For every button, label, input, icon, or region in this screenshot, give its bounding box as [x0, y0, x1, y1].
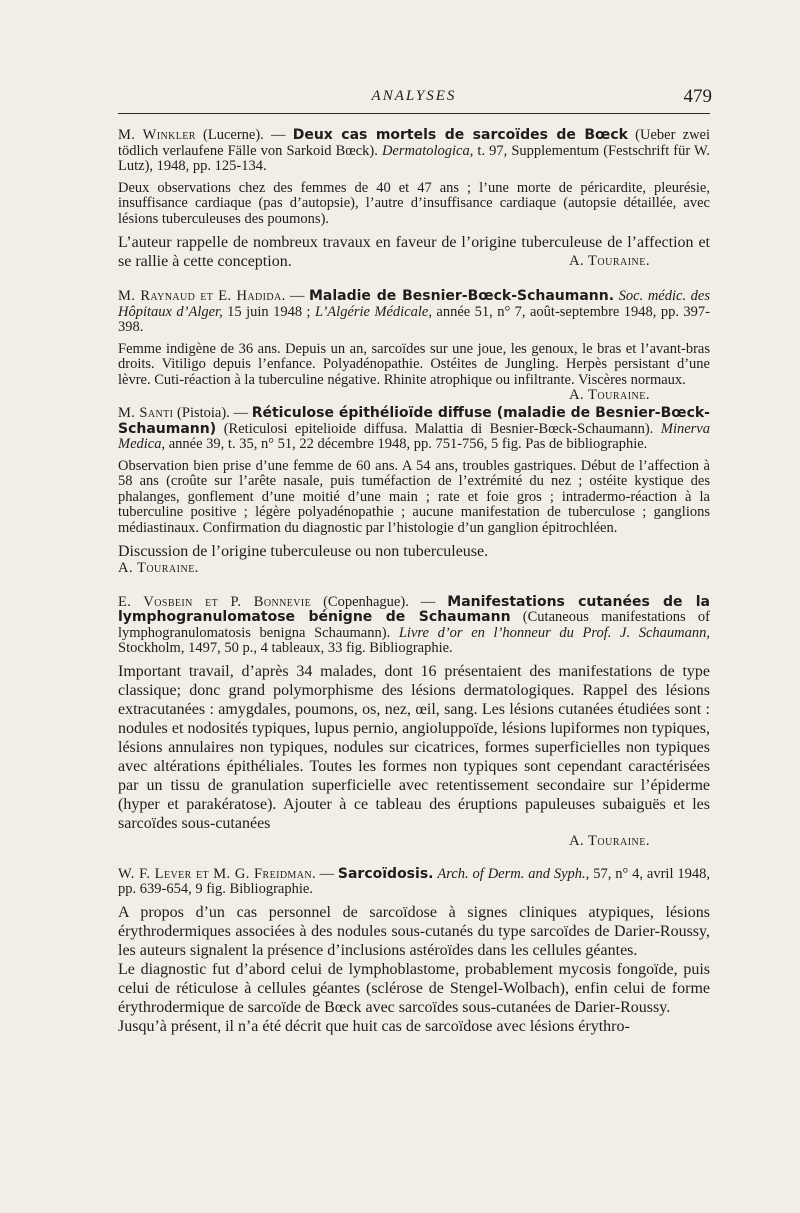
entry-reference: (Cutaneous manifestations of lymphogranulomatosis benigna Schaumann). [118, 609, 710, 641]
entry-authors: M. Raynaud et E. Hadida [118, 288, 282, 304]
entry-large-text [118, 903, 710, 1036]
entry-reference-tail: Stockholm, 1497, 50 p., 4 tableaux, 33 fig. Bibliographie. [118, 640, 453, 656]
entry-journal-secondary: L’Algérie Médicale, [314, 303, 432, 320]
entry-heading [118, 406, 710, 453]
entry-large-text [118, 233, 710, 271]
entry-affiliation: . — [281, 288, 309, 304]
entry-signature: A. Touraine. [569, 387, 650, 403]
entry-title: Deux cas mortels de sarcoïdes de Bœck [292, 127, 628, 143]
abstract-entry [118, 867, 710, 1036]
entry-paragraph: A propos d’un cas personnel de sarcoïdose à signes cliniques atypiques, lésions érythrodermiques associées à des nodules sous-cutanés du type sarcoïdes de Darier-Roussy, les auteurs signalent la présence d’inclusions astéroïdes dans les cellules géantes. [118, 903, 710, 959]
entry-paragraph: Discussion de l’origine tuberculeuse ou non tuberculeuse. [118, 543, 489, 560]
entry-authors: E. Vosbein et P. Bonnevie [118, 593, 312, 610]
entry-title: Sarcoïdosis. [337, 865, 434, 882]
entry-paragraph-text: Femme indigène de 36 ans. Depuis un an, sarcoïdes sur une joue, les genoux, le bras et l’avant-bras droits. Vitiligo depuis l’enfance. Polyadénopathie. Ostéites de Jungling. Herpès persistant d’une lèvre. Cuti-réaction à la tuberculine négative. Rhinite atrophique ou infiltrante. Viscères normaux. [118, 340, 710, 388]
entry-heading [118, 867, 710, 898]
entry-journal: Arch. of Derm. and Syph., [437, 865, 590, 882]
entry-authors: M. Santi [118, 405, 174, 421]
entry-journal: Minerva Medica, [118, 420, 710, 452]
entry-heading [118, 289, 710, 336]
running-title: ANALYSES [371, 88, 457, 104]
entry-reference-tail: année 39, t. 35, n° 51, 22 décembre 1948, pp. 751-756, 5 fig. Pas de bibliographie. [165, 436, 648, 452]
entry-reference: (Reticulosi epitelioide diffusa. Malattia di Besnier-Bœck-Schaumann). [216, 420, 661, 437]
signature-text: A. Touraine. [569, 832, 650, 849]
entry-paragraph: Deux observations chez des femmes de 40 et 47 ans ; l’une morte de péricardite, pleurésie, insuffisance cardiaque (pas d’autopsie), l’autre d’insuffisance cardiaque (autopsie détaillée, avec lésions tuberculeuses des poumons). [118, 179, 710, 227]
entry-journal: Dermatologica, [381, 142, 474, 159]
abstract-entry [118, 288, 711, 403]
entry-heading [118, 595, 710, 657]
entry-small-text [118, 595, 710, 657]
entry-paragraph-text: L’auteur rappelle de nombreux travaux en faveur de l’origine tuberculeuse de l’affection et se rallie à cette conception. [118, 234, 710, 270]
analyses-column [118, 128, 710, 1055]
entry-signature [118, 833, 710, 849]
entry-small-text [118, 867, 710, 898]
entry-authors: W. F. Lever et M. G. Freidman [118, 865, 312, 882]
abstract-entry [118, 406, 710, 577]
entry-paragraph: Important travail, d’après 34 malades, dont 16 présentaient des manifestations de type classique; donc grand polymorphisme des lésions dermatologiques. Rappel des lésions extracutanées : amygdales, poumons, os, nez, œil, sang. Les lésions cutanées étudiées sont : nodules et nodosités typiques, lupus pernio, angioluppoïde, lésions lupiformes non typiques, lésions annulaires non typiques, nodules sur cicatrices, formes superficielles non typiques avec altérations épithéliales. Toutes les formes non typiques sont cependant caractérisées par un tissu de granulation superficielle avec retentissement secondaire sur l’épiderme (hyper et parakératose). Ajouter à ce tableau des éruptions papuleuses subaiguës et les sarcoïdes sous-cutanées [118, 662, 710, 832]
entry-affiliation: (Copenhague). — [311, 593, 448, 610]
page-number: 479 [683, 86, 712, 107]
entry-reference-tail: 57, n° 4, avril 1948, pp. 639-654, 9 fig. Bibliographie. [118, 865, 711, 897]
entry-affiliation: (Pistoia). — [173, 405, 252, 421]
entry-authors: M. Winkler [118, 127, 196, 143]
entry-paragraph: Le diagnostic fut d’abord celui de lymphoblastome, probablement mycosis fongoïde, puis celui de réticulose à cellules géantes (sclérose de Stengel-Wolbach), enfin celui de forme érythrodermique de sarcoïde de Bœck avec sarcoïdes sous-cutanées de Darier-Roussy. [118, 960, 710, 1016]
entry-affiliation: (Lucerne). — [195, 127, 293, 143]
entry-large-text [118, 542, 710, 561]
abstract-entry [118, 128, 710, 271]
entry-journal: Soc. médic. des Hôpitaux d’Alger, [118, 288, 711, 320]
entry-title: Maladie de Besnier-Bœck-Schaumann. [308, 288, 615, 304]
entry-title: Réticulose épithélioïde diffuse (maladie de Besnier-Bœck-Schaumann) [118, 405, 710, 437]
abstract-entry [118, 595, 710, 849]
entry-paragraph: Jusqu’à présent, il n’a été décrit que huit cas de sarcoïdose avec lésions érythro- [118, 1017, 630, 1035]
entry-paragraph [118, 233, 710, 271]
entry-signature [118, 561, 710, 577]
entry-journal: Livre d’or en l’honneur du Prof. J. Schaumann, [398, 624, 710, 641]
entry-reference-tail: année 51, n° 7, août-septembre 1948, pp. 397-398. [118, 303, 710, 335]
entry-large-text [118, 662, 710, 833]
running-header [118, 86, 710, 110]
entry-signature: A. Touraine. [569, 253, 650, 269]
entry-reference-mid: 15 juin 1948 ; [222, 303, 315, 320]
entry-affiliation: . — [311, 865, 338, 882]
entry-reference-tail: t. 97, Supplementum (Festschrift für W. Lutz), 1948, pp. 125-134. [118, 142, 710, 174]
signature-text: A. Touraine. [118, 560, 199, 576]
header-rule [118, 113, 710, 114]
entry-title: Manifestations cutanées de la lymphogranulomatose bénigne de Schaumann [118, 593, 710, 625]
entry-reference: (Ueber zwei tödlich verlaufene Fälle von Sarkoid Bœck). [118, 127, 711, 159]
entry-paragraph [118, 340, 710, 403]
entry-paragraph: Observation bien prise d’une femme de 60 ans. A 54 ans, troubles gastriques. Début de l’affection à 58 ans (croûte sur l’arête nasale, puis tuméfaction de l’extrémité du nez ; ostéite kystique des phalanges, gonflement d’une moitié d’une main ; rate et foie gros ; intradermo-réaction à la tuberculine positive ; légère polyadénopathie ; aucune manifestation de tuberculose ; ganglions médiastinaux. Confirmation du diagnostic par l’histologie d’un ganglion épitrochléen. [118, 457, 710, 536]
entry-heading [118, 128, 710, 175]
